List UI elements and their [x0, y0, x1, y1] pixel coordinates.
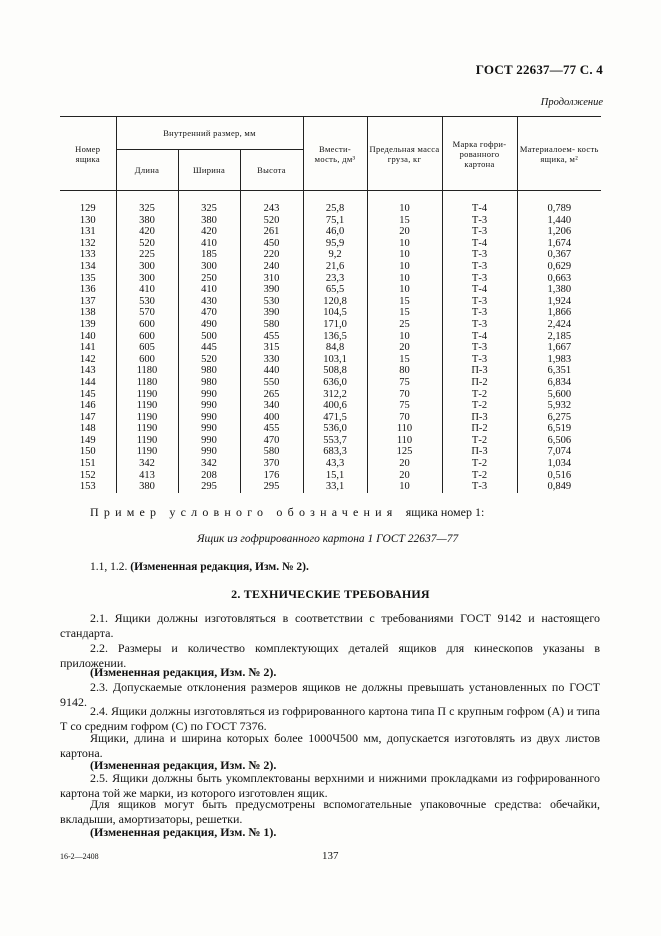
table-row: [60, 226, 601, 238]
cell-box-number: 148: [79, 423, 96, 435]
cell-material: 1,206: [517, 226, 601, 238]
example-heading: [90, 505, 484, 520]
cell-length: 410: [116, 284, 178, 296]
cell-height: 440: [240, 365, 303, 377]
cell-capacity: 471,5: [303, 412, 367, 424]
cell-length: 600: [116, 319, 178, 331]
cell-length: 600: [116, 331, 178, 343]
header-width: Ширина: [178, 150, 240, 191]
cell-box-number: 151: [79, 458, 96, 470]
cell-height: 220: [240, 249, 303, 261]
cell-max-load: 125: [367, 446, 442, 458]
cell-height: 580: [240, 446, 303, 458]
header-length: Длина: [116, 150, 178, 191]
cell-capacity: 43,3: [303, 458, 367, 470]
cell-width: 250: [178, 273, 240, 285]
cell-material: 0,849: [517, 481, 601, 493]
table-row: [60, 296, 601, 308]
paragraph-2-5-change: [60, 825, 600, 840]
cell-capacity: 171,0: [303, 319, 367, 331]
cell-height: 310: [240, 273, 303, 285]
cell-height: 550: [240, 377, 303, 389]
cell-max-load: 70: [367, 412, 442, 424]
header-max-load: Предельная масса груза, кг: [367, 117, 442, 191]
paragraph-2-4: [60, 704, 600, 734]
change-note-prefix: 1.1, 1.2.: [90, 561, 128, 573]
cell-length: 605: [116, 342, 178, 354]
cell-length: 530: [116, 296, 178, 308]
cell-width: 300: [178, 261, 240, 273]
cell-width: 990: [178, 400, 240, 412]
cell-material: 2,185: [517, 331, 601, 343]
cell-box-number: 137: [79, 295, 96, 307]
cell-material: 2,424: [517, 319, 601, 331]
cell-max-load: 10: [367, 331, 442, 343]
cell-height: 455: [240, 331, 303, 343]
paragraph-2-4-b: [60, 731, 600, 761]
cell-cardboard-grade: Т-2: [442, 458, 517, 470]
cell-cardboard-grade: П-3: [442, 412, 517, 424]
cell-max-load: 10: [367, 284, 442, 296]
cell-material: 5,600: [517, 389, 601, 401]
cell-max-load: 110: [367, 423, 442, 435]
cell-capacity: 683,3: [303, 446, 367, 458]
cell-cardboard-grade: П-3: [442, 365, 517, 377]
cell-material: 0,789: [517, 203, 601, 215]
cell-max-load: 20: [367, 342, 442, 354]
cell-height: 265: [240, 389, 303, 401]
cell-max-load: 15: [367, 215, 442, 227]
paragraph-2-1-text: 2.1. Ящики должны изготовляться в соответствии с требованиями ГОСТ 9142 и настоящего стандарта.: [60, 611, 600, 640]
cell-max-load: 110: [367, 435, 442, 447]
cell-material: 6,351: [517, 365, 601, 377]
table-body: [60, 191, 601, 493]
cell-length: 1180: [116, 377, 178, 389]
cell-box-number: 140: [79, 330, 96, 342]
cell-length: 300: [116, 261, 178, 273]
section-title: 2. ТЕХНИЧЕСКИЕ ТРЕБОВАНИЯ: [231, 587, 430, 601]
cell-cardboard-grade: Т-3: [442, 296, 517, 308]
cell-capacity: 120,8: [303, 296, 367, 308]
cell-height: 240: [240, 261, 303, 273]
cell-width: 990: [178, 435, 240, 447]
cell-height: 390: [240, 284, 303, 296]
table-row: [60, 481, 601, 493]
paragraph-2-5-b-text: Для ящиков могут быть предусмотрены вспомогательные упаковочные средства: обечайки, вкладыши, амортизаторы, решетки.: [60, 797, 600, 826]
table-row: [60, 319, 601, 331]
cell-material: 5,932: [517, 400, 601, 412]
cell-cardboard-grade: П-2: [442, 377, 517, 389]
table-row: [60, 273, 601, 285]
paragraph-2-5-b: [60, 797, 600, 827]
table-row: [60, 261, 601, 273]
cell-width: 185: [178, 249, 240, 261]
table-row: [60, 284, 601, 296]
cell-box-number: 141: [79, 342, 96, 354]
cell-cardboard-grade: Т-3: [442, 319, 517, 331]
cell-material: 6,506: [517, 435, 601, 447]
cell-max-load: 10: [367, 261, 442, 273]
cell-width: 380: [178, 215, 240, 227]
cell-width: 342: [178, 458, 240, 470]
cell-length: 520: [116, 238, 178, 250]
cell-height: 455: [240, 423, 303, 435]
cell-box-number: 138: [79, 307, 96, 319]
cell-length: 413: [116, 470, 178, 482]
table-row: [60, 423, 601, 435]
cell-capacity: 536,0: [303, 423, 367, 435]
cell-material: 0,663: [517, 273, 601, 285]
cell-height: 450: [240, 238, 303, 250]
cell-cardboard-grade: Т-3: [442, 215, 517, 227]
table-row: [60, 377, 601, 389]
continuation-label: Продолжение: [540, 97, 603, 108]
cell-material: 1,924: [517, 296, 601, 308]
paragraph-2-5-change-text: (Измененная редакция, Изм. № 1).: [90, 825, 277, 839]
paragraph-2-2-change-text: (Измененная редакция, Изм. № 2).: [90, 665, 277, 679]
cell-height: 370: [240, 458, 303, 470]
table-row: [60, 458, 601, 470]
cell-max-load: 20: [367, 470, 442, 482]
cell-box-number: 147: [79, 411, 96, 423]
paragraph-2-1: [60, 611, 600, 641]
paragraph-2-2-change: [60, 665, 600, 680]
cell-max-load: 10: [367, 273, 442, 285]
cell-max-load: 70: [367, 389, 442, 401]
table-row: [60, 342, 601, 354]
cell-width: 430: [178, 296, 240, 308]
cell-cardboard-grade: П-2: [442, 423, 517, 435]
cell-capacity: 65,5: [303, 284, 367, 296]
cell-cardboard-grade: Т-4: [442, 284, 517, 296]
cell-max-load: 10: [367, 481, 442, 493]
cell-length: 1190: [116, 412, 178, 424]
cell-capacity: 46,0: [303, 226, 367, 238]
cell-capacity: 75,1: [303, 215, 367, 227]
cell-box-number: 145: [79, 388, 96, 400]
cell-max-load: 75: [367, 377, 442, 389]
cell-width: 420: [178, 226, 240, 238]
cell-length: 420: [116, 226, 178, 238]
cell-height: 261: [240, 226, 303, 238]
cell-cardboard-grade: Т-3: [442, 342, 517, 354]
cell-height: 530: [240, 296, 303, 308]
cell-material: 1,866: [517, 307, 601, 319]
cell-length: 380: [116, 481, 178, 493]
table-row: [60, 307, 601, 319]
cell-box-number: 144: [79, 376, 96, 388]
paragraph-2-3-text: 2.3. Допускаемые отклонения размеров ящиков не должны превышать установленных по ГОСТ 9142.: [60, 680, 600, 709]
cell-box-number: 150: [79, 446, 96, 458]
example-designation: Ящик из гофрированного картона 1 ГОСТ 22637—77: [197, 533, 459, 545]
cell-cardboard-grade: Т-3: [442, 273, 517, 285]
cell-capacity: 103,1: [303, 354, 367, 366]
cell-height: 315: [240, 342, 303, 354]
cell-length: 1190: [116, 389, 178, 401]
table-row: [60, 435, 601, 447]
header-internal-size: Внутренний размер, мм: [116, 117, 303, 150]
cell-width: 990: [178, 423, 240, 435]
cell-max-load: 80: [367, 365, 442, 377]
cell-max-load: 20: [367, 226, 442, 238]
paragraph-2-5-text: 2.5. Ящики должны быть укомплектованы верхними и нижними прокладками из гофрированного картона той же марки, из которого изготовлен ящик.: [60, 771, 600, 800]
cell-length: 342: [116, 458, 178, 470]
paragraph-2-4-b-text: Ящики, длина и ширина которых более 1000Ч500 мм, допускается изготовлять из двух листов картона.: [60, 731, 600, 760]
table-row: [60, 365, 601, 377]
cell-material: 6,275: [517, 412, 601, 424]
cell-max-load: 20: [367, 458, 442, 470]
cell-length: 1190: [116, 435, 178, 447]
cell-width: 980: [178, 377, 240, 389]
cell-length: 1190: [116, 423, 178, 435]
cell-box-number: 146: [79, 400, 96, 412]
cell-max-load: 25: [367, 319, 442, 331]
cell-capacity: 312,2: [303, 389, 367, 401]
example-tail-text: ящика номер 1:: [405, 505, 485, 519]
cell-material: 6,519: [517, 423, 601, 435]
cell-capacity: 553,7: [303, 435, 367, 447]
cell-height: 176: [240, 470, 303, 482]
cell-material: 7,074: [517, 446, 601, 458]
cell-length: 570: [116, 307, 178, 319]
cell-cardboard-grade: Т-3: [442, 226, 517, 238]
cell-length: 380: [116, 215, 178, 227]
cell-width: 325: [178, 203, 240, 215]
cell-cardboard-grade: Т-4: [442, 331, 517, 343]
box-dimensions-table: [60, 116, 601, 493]
print-code: 16-2—2408: [60, 852, 99, 861]
cell-width: 990: [178, 389, 240, 401]
cell-cardboard-grade: П-3: [442, 446, 517, 458]
cell-capacity: 9,2: [303, 249, 367, 261]
header-box-number: Номер ящика: [75, 143, 101, 164]
cell-cardboard-grade: Т-2: [442, 400, 517, 412]
cell-box-number: 149: [79, 434, 96, 446]
cell-max-load: 10: [367, 238, 442, 250]
table-row: [60, 215, 601, 227]
header-cardboard-grade: Марка гофри- рованного картона: [442, 117, 517, 191]
cell-capacity: 104,5: [303, 307, 367, 319]
paragraph-2-4-text: 2.4. Ящики должны изготовляться из гофрированного картона типа П с крупным гофром (А) и типа Т со средним гофром (С) по ГОСТ 7376.: [60, 704, 600, 733]
cell-capacity: 136,5: [303, 331, 367, 343]
table-row: [60, 389, 601, 401]
table-row: [60, 400, 601, 412]
table-row: [60, 470, 601, 482]
cell-width: 500: [178, 331, 240, 343]
cell-cardboard-grade: Т-3: [442, 354, 517, 366]
cell-cardboard-grade: Т-2: [442, 435, 517, 447]
cell-height: 580: [240, 319, 303, 331]
paragraph-2-2-text: 2.2. Размеры и количество комплектующих деталей ящиков для кинескопов указаны в приложении.: [60, 641, 600, 670]
cell-material: 0,516: [517, 470, 601, 482]
cell-width: 980: [178, 365, 240, 377]
page-number: 137: [322, 850, 339, 862]
table-row: [60, 446, 601, 458]
table-row: [60, 331, 601, 343]
cell-width: 410: [178, 284, 240, 296]
cell-cardboard-grade: Т-3: [442, 481, 517, 493]
cell-max-load: 15: [367, 354, 442, 366]
cell-box-number: 133: [79, 249, 96, 261]
cell-width: 410: [178, 238, 240, 250]
cell-length: 225: [116, 249, 178, 261]
cell-cardboard-grade: Т-2: [442, 389, 517, 401]
cell-max-load: 75: [367, 400, 442, 412]
cell-box-number: 135: [79, 272, 96, 284]
cell-box-number: 143: [79, 365, 96, 377]
cell-cardboard-grade: Т-3: [442, 307, 517, 319]
cell-max-load: 10: [367, 249, 442, 261]
cell-capacity: 21,6: [303, 261, 367, 273]
cell-box-number: 131: [79, 226, 96, 238]
cell-material: 1,034: [517, 458, 601, 470]
cell-length: 300: [116, 273, 178, 285]
cell-width: 445: [178, 342, 240, 354]
cell-material: 1,440: [517, 215, 601, 227]
table-row: [60, 354, 601, 366]
cell-cardboard-grade: Т-4: [442, 238, 517, 250]
cell-height: 243: [240, 203, 303, 215]
cell-box-number: 129: [79, 203, 96, 214]
change-note-1-1: [90, 561, 309, 573]
cell-width: 295: [178, 481, 240, 493]
cell-capacity: 33,1: [303, 481, 367, 493]
cell-height: 340: [240, 400, 303, 412]
cell-capacity: 15,1: [303, 470, 367, 482]
cell-height: 330: [240, 354, 303, 366]
cell-cardboard-grade: Т-4: [442, 203, 517, 215]
cell-box-number: 142: [79, 353, 96, 365]
cell-box-number: 134: [79, 260, 96, 272]
cell-width: 490: [178, 319, 240, 331]
cell-capacity: 84,8: [303, 342, 367, 354]
cell-width: 990: [178, 412, 240, 424]
example-spaced-text: Пример условного обозначения: [90, 505, 398, 519]
cell-cardboard-grade: Т-3: [442, 249, 517, 261]
cell-box-number: 152: [79, 469, 96, 481]
cell-box-number: 130: [79, 214, 96, 226]
cell-capacity: 23,3: [303, 273, 367, 285]
header-height: Высота: [240, 150, 303, 191]
cell-box-number: 153: [79, 481, 96, 493]
cell-length: 1190: [116, 400, 178, 412]
cell-material: 0,367: [517, 249, 601, 261]
cell-height: 470: [240, 435, 303, 447]
cell-max-load: 10: [367, 203, 442, 215]
cell-height: 400: [240, 412, 303, 424]
cell-capacity: 25,8: [303, 203, 367, 215]
cell-capacity: 508,8: [303, 365, 367, 377]
document-code: ГОСТ 22637—77 С. 4: [475, 62, 603, 77]
cell-box-number: 132: [79, 237, 96, 249]
cell-max-load: 15: [367, 307, 442, 319]
table-row: [60, 249, 601, 261]
cell-length: 325: [116, 203, 178, 215]
cell-cardboard-grade: Т-3: [442, 261, 517, 273]
header-capacity: Вмести- мость, дм³: [303, 117, 367, 191]
change-note-bold: (Измененная редакция, Изм. № 2).: [130, 561, 309, 573]
cell-height: 295: [240, 481, 303, 493]
cell-material: 1,380: [517, 284, 601, 296]
cell-length: 1180: [116, 365, 178, 377]
cell-width: 990: [178, 446, 240, 458]
cell-box-number: 136: [79, 284, 96, 296]
paragraph-2-4-change-text: (Измененная редакция, Изм. № 2).: [90, 758, 277, 772]
cell-width: 470: [178, 307, 240, 319]
cell-material: 1,983: [517, 354, 601, 366]
cell-length: 600: [116, 354, 178, 366]
cell-height: 390: [240, 307, 303, 319]
cell-material: 1,667: [517, 342, 601, 354]
cell-width: 520: [178, 354, 240, 366]
cell-capacity: 95,9: [303, 238, 367, 250]
cell-height: 520: [240, 215, 303, 227]
cell-max-load: 15: [367, 296, 442, 308]
table-row: [60, 238, 601, 250]
cell-length: 1190: [116, 446, 178, 458]
cell-material: 6,834: [517, 377, 601, 389]
cell-material: 1,674: [517, 238, 601, 250]
cell-cardboard-grade: Т-2: [442, 470, 517, 482]
cell-width: 208: [178, 470, 240, 482]
cell-box-number: 139: [79, 318, 96, 330]
table-row: [60, 203, 601, 215]
header-material: Материалоем- кость ящика, м²: [517, 117, 601, 191]
cell-capacity: 636,0: [303, 377, 367, 389]
table-row: [60, 412, 601, 424]
cell-material: 0,629: [517, 261, 601, 273]
cell-capacity: 400,6: [303, 400, 367, 412]
